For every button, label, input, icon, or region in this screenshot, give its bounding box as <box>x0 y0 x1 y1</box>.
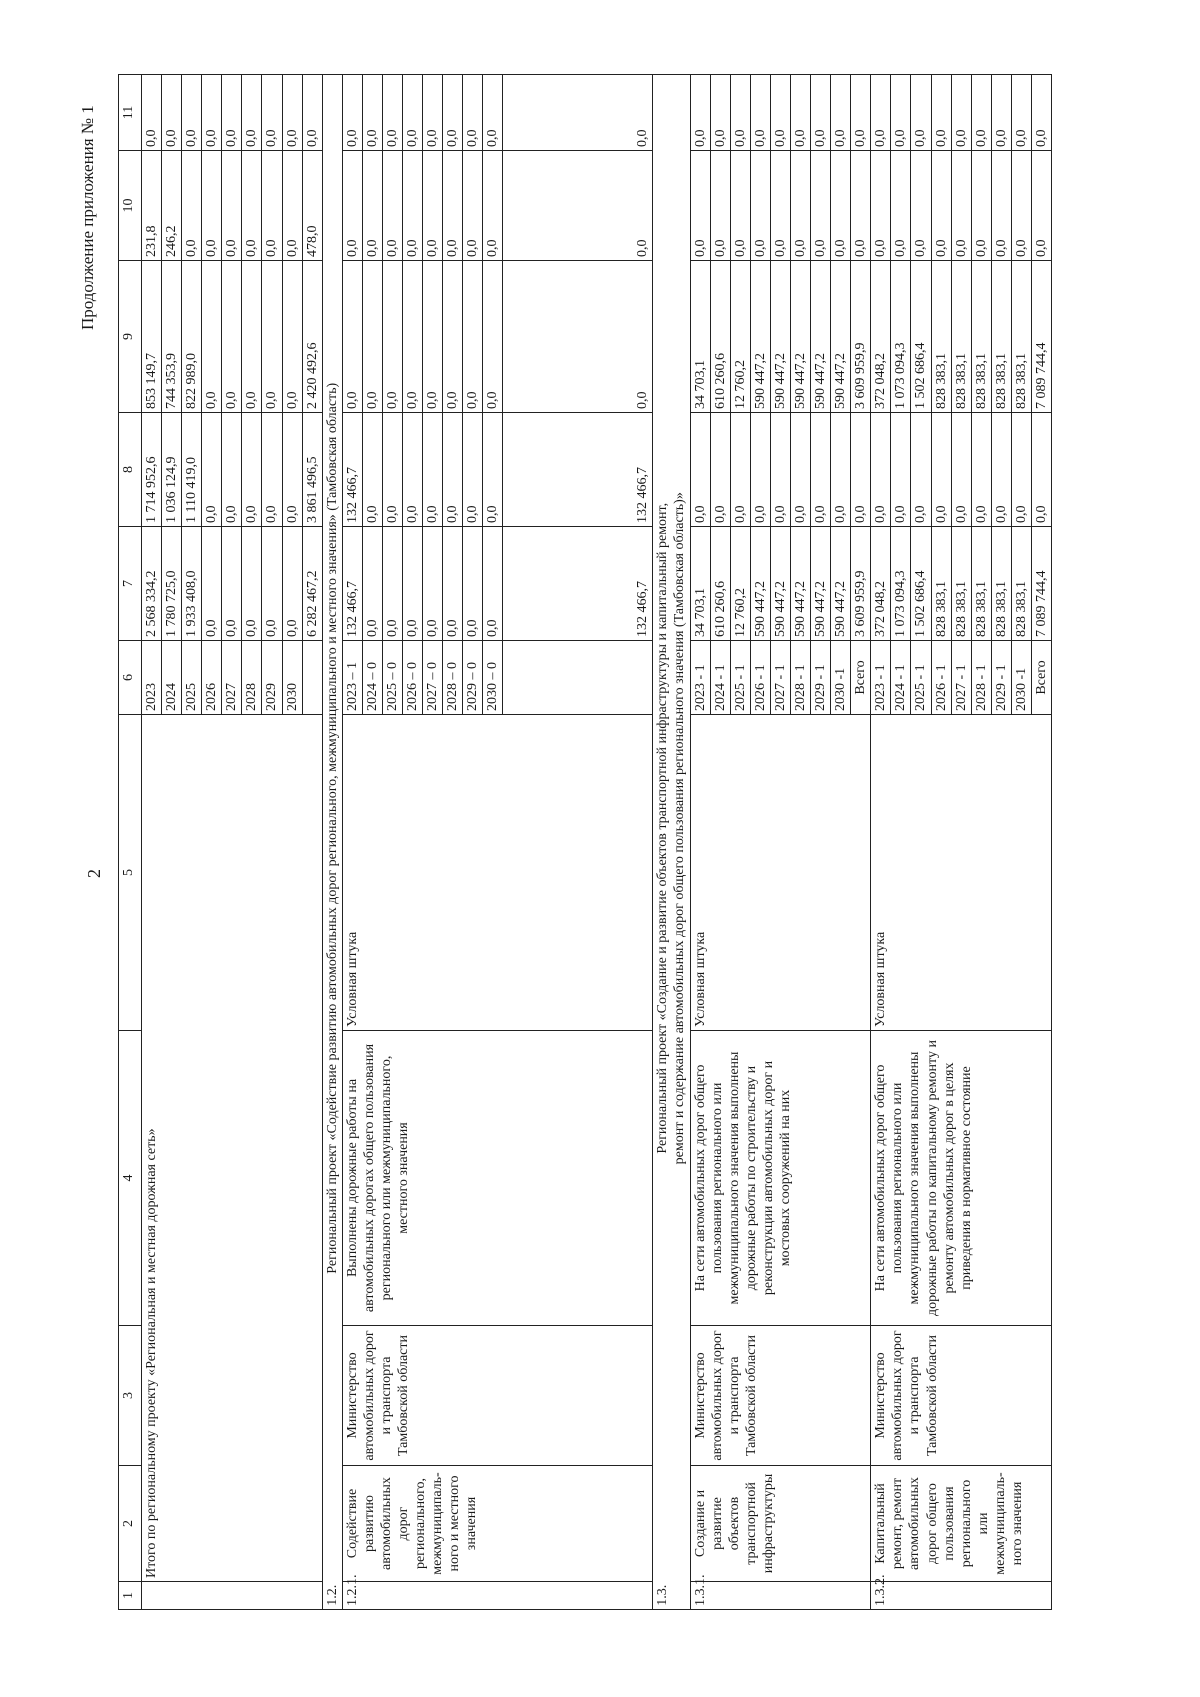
year-cell: 2030 -1 <box>1011 641 1031 715</box>
value-cell: 0,0 <box>483 527 503 641</box>
value-cell: 0,0 <box>1011 75 1031 151</box>
year-cell: 2027 - 1 <box>951 641 971 715</box>
value-cell: 2 420 492,6 <box>302 261 322 413</box>
row-unit: Условная штука <box>690 715 871 1031</box>
year-cell: 2029 - 1 <box>811 641 831 715</box>
row-unit: Условная штука <box>871 715 1052 1031</box>
year-cell: Всего <box>1031 641 1051 715</box>
value-cell: 0,0 <box>483 261 503 413</box>
value-cell: 744 353,9 <box>162 261 182 413</box>
value-cell: 0,0 <box>242 75 262 151</box>
value-cell: 132 466,7 <box>503 527 653 641</box>
value-cell: 590 447,2 <box>831 261 851 413</box>
value-cell: 0,0 <box>443 151 463 261</box>
section-title-line: Региональный проект «Создание и развитие объектов транспортной инфраструктуры и капитальный ремонт, <box>655 502 671 1154</box>
year-cell: 2029 <box>262 641 282 715</box>
section-code: 1.3. <box>653 1582 690 1610</box>
value-cell: 828 383,1 <box>971 527 991 641</box>
value-cell: 0,0 <box>382 261 402 413</box>
col-header-6: 6 <box>119 641 142 715</box>
value-cell: 0,0 <box>871 413 891 527</box>
value-cell: 0,0 <box>362 75 382 151</box>
row-name: Капитальный ремонт, ремонт автомобильных дорог общего пользования регионального или межмуниципаль-ного значения <box>871 1466 1052 1582</box>
value-cell: 0,0 <box>790 75 810 151</box>
value-cell: 0,0 <box>423 527 443 641</box>
row-result: На сети автомобильных дорог общего пользования регионального или межмуниципального значения выполнены дорожные работы по строительству и реконструкции автомобильных дорог и мостовых сооружений на них <box>690 1031 871 1326</box>
value-cell: 0,0 <box>202 261 222 413</box>
value-cell: 0,0 <box>710 75 730 151</box>
year-cell: 2027 – 0 <box>423 641 443 715</box>
row-name: Создание и развитие объектов транспортной инфраструктуры <box>690 1466 871 1582</box>
value-cell: 0,0 <box>790 413 810 527</box>
value-cell: 6 282 467,2 <box>302 527 322 641</box>
value-cell: 828 383,1 <box>951 261 971 413</box>
value-cell: 0,0 <box>851 151 871 261</box>
col-header-2: 2 <box>119 1466 142 1582</box>
year-cell: 2023 - 1 <box>871 641 891 715</box>
value-cell: 0,0 <box>162 75 182 151</box>
table-row <box>690 75 710 1610</box>
value-cell: 0,0 <box>951 413 971 527</box>
cell-empty <box>142 1582 323 1610</box>
value-cell: 0,0 <box>770 413 790 527</box>
row-code: 1.2.1. <box>342 1582 653 1610</box>
value-cell: 0,0 <box>971 413 991 527</box>
row-name: Содействие развитию автомобильных дорог регионального, межмуниципаль-ного и местного значения <box>342 1466 653 1582</box>
value-cell: 0,0 <box>1031 413 1051 527</box>
year-cell: 2024 – 0 <box>362 641 382 715</box>
value-cell: 0,0 <box>811 413 831 527</box>
value-cell: 132 466,7 <box>342 413 362 527</box>
section-row <box>322 75 342 1610</box>
value-cell: 0,0 <box>503 75 653 151</box>
value-cell: 1 073 094,3 <box>891 261 911 413</box>
col-header-11: 11 <box>119 75 142 151</box>
value-cell: 0,0 <box>690 75 710 151</box>
value-cell: 0,0 <box>710 151 730 261</box>
value-cell: 822 989,0 <box>182 261 202 413</box>
col-header-4: 4 <box>119 1031 142 1326</box>
value-cell: 0,0 <box>242 261 262 413</box>
year-cell: 2025 - 1 <box>730 641 750 715</box>
value-cell: 132 466,7 <box>342 527 362 641</box>
year-cell: 2025 - 1 <box>911 641 931 715</box>
value-cell: 590 447,2 <box>811 261 831 413</box>
value-cell: 0,0 <box>871 75 891 151</box>
value-cell: 0,0 <box>403 261 423 413</box>
value-cell: 610 260,6 <box>710 261 730 413</box>
value-cell: 3 609 959,9 <box>851 527 871 641</box>
value-cell: 828 383,1 <box>991 527 1011 641</box>
value-cell: 7 089 744,4 <box>1031 527 1051 641</box>
section-title: Региональный проект «Содействие развитию автомобильных дорог регионального, межмуниципального и местного значения» (Тамбовская область) <box>322 75 342 1582</box>
row-code: 1.3.1. <box>690 1582 871 1610</box>
year-cell: 2024 - 1 <box>710 641 730 715</box>
value-cell: 590 447,2 <box>750 261 770 413</box>
col-header-5: 5 <box>119 715 142 1031</box>
value-cell: 0,0 <box>463 413 483 527</box>
value-cell: 0,0 <box>1031 75 1051 151</box>
value-cell: 0,0 <box>342 261 362 413</box>
value-cell: 0,0 <box>242 151 262 261</box>
year-cell: 2028 - 1 <box>971 641 991 715</box>
row-executor: Министерство автомобильных дорог и транспорта Тамбовской области <box>690 1326 871 1466</box>
value-cell: 0,0 <box>282 261 302 413</box>
value-cell: 590 447,2 <box>811 527 831 641</box>
value-cell: 0,0 <box>262 413 282 527</box>
value-cell: 0,0 <box>750 75 770 151</box>
value-cell: 3 861 496,5 <box>302 413 322 527</box>
header-row <box>119 75 142 1610</box>
value-cell: 0,0 <box>710 413 730 527</box>
value-cell: 0,0 <box>262 151 282 261</box>
value-cell: 0,0 <box>811 151 831 261</box>
value-cell: 0,0 <box>443 527 463 641</box>
value-cell: 0,0 <box>483 413 503 527</box>
value-cell: 0,0 <box>851 75 871 151</box>
value-cell: 0,0 <box>362 261 382 413</box>
value-cell: 0,0 <box>770 151 790 261</box>
value-cell: 0,0 <box>463 75 483 151</box>
value-cell: 590 447,2 <box>790 261 810 413</box>
value-cell: 610 260,6 <box>710 527 730 641</box>
value-cell: 0,0 <box>483 75 503 151</box>
value-cell: 0,0 <box>423 75 443 151</box>
value-cell: 828 383,1 <box>1011 261 1031 413</box>
value-cell: 372 048,2 <box>871 527 891 641</box>
year-cell: 2025 – 0 <box>382 641 402 715</box>
year-cell: 2028 – 0 <box>443 641 463 715</box>
section-row <box>653 75 690 1610</box>
value-cell: 132 466,7 <box>503 413 653 527</box>
value-cell: 0,0 <box>282 527 302 641</box>
col-header-8: 8 <box>119 413 142 527</box>
value-cell: 3 609 959,9 <box>851 261 871 413</box>
year-cell: 2030 -1 <box>831 641 851 715</box>
value-cell: 0,0 <box>931 75 951 151</box>
value-cell: 1 110 419,0 <box>182 413 202 527</box>
value-cell: 0,0 <box>991 75 1011 151</box>
value-cell: 0,0 <box>403 75 423 151</box>
value-cell: 0,0 <box>262 261 282 413</box>
rotated-table-sheet <box>118 75 1168 1610</box>
cell-empty <box>503 641 653 715</box>
year-cell: 2030 <box>282 641 302 715</box>
value-cell: 0,0 <box>362 527 382 641</box>
value-cell: 0,0 <box>951 151 971 261</box>
value-cell: 0,0 <box>382 151 402 261</box>
value-cell: 0,0 <box>931 413 951 527</box>
value-cell: 0,0 <box>891 151 911 261</box>
year-cell: Всего <box>851 641 871 715</box>
value-cell: 0,0 <box>1031 151 1051 261</box>
value-cell: 0,0 <box>831 413 851 527</box>
value-cell: 0,0 <box>262 75 282 151</box>
value-cell: 1 714 952,6 <box>142 413 162 527</box>
value-cell: 0,0 <box>262 527 282 641</box>
table-row <box>871 75 891 1610</box>
value-cell: 0,0 <box>991 413 1011 527</box>
row-executor: Министерство автомобильных дорог и транспорта Тамбовской области <box>871 1326 1052 1466</box>
value-cell: 828 383,1 <box>991 261 1011 413</box>
value-cell: 0,0 <box>730 413 750 527</box>
program-table <box>118 74 1052 1610</box>
year-cell: 2029 – 0 <box>463 641 483 715</box>
year-cell <box>302 641 322 715</box>
total-label: Итого по региональному проекту «Региональная и местная дорожная сеть» <box>142 715 323 1582</box>
value-cell: 0,0 <box>423 413 443 527</box>
year-cell: 2026 - 1 <box>931 641 951 715</box>
value-cell: 0,0 <box>463 261 483 413</box>
value-cell: 0,0 <box>222 527 242 641</box>
year-cell: 2029 - 1 <box>991 641 1011 715</box>
value-cell: 0,0 <box>831 151 851 261</box>
value-cell: 0,0 <box>403 151 423 261</box>
value-cell: 590 447,2 <box>750 527 770 641</box>
year-cell: 2023 <box>142 641 162 715</box>
value-cell: 828 383,1 <box>951 527 971 641</box>
year-cell: 2030 – 0 <box>483 641 503 715</box>
value-cell: 0,0 <box>911 75 931 151</box>
value-cell: 0,0 <box>891 75 911 151</box>
col-header-10: 10 <box>119 151 142 261</box>
table-body <box>142 75 1052 1610</box>
year-cell: 2024 - 1 <box>891 641 911 715</box>
value-cell: 0,0 <box>302 75 322 151</box>
value-cell: 0,0 <box>730 151 750 261</box>
value-cell: 12 760,2 <box>730 261 750 413</box>
value-cell: 0,0 <box>362 413 382 527</box>
value-cell: 0,0 <box>202 527 222 641</box>
value-cell: 0,0 <box>423 261 443 413</box>
year-cell: 2027 <box>222 641 242 715</box>
value-cell: 0,0 <box>202 413 222 527</box>
section-title <box>653 75 690 1582</box>
value-cell: 12 760,2 <box>730 527 750 641</box>
table-row <box>142 75 162 1610</box>
value-cell: 0,0 <box>931 151 951 261</box>
value-cell: 0,0 <box>242 527 262 641</box>
value-cell: 0,0 <box>951 75 971 151</box>
value-cell: 0,0 <box>342 151 362 261</box>
value-cell: 2 568 334,2 <box>142 527 162 641</box>
value-cell: 0,0 <box>403 527 423 641</box>
value-cell: 0,0 <box>690 151 710 261</box>
year-cell: 2026 – 0 <box>403 641 423 715</box>
value-cell: 0,0 <box>730 75 750 151</box>
value-cell: 0,0 <box>282 75 302 151</box>
value-cell: 0,0 <box>182 75 202 151</box>
value-cell: 0,0 <box>382 527 402 641</box>
value-cell: 828 383,1 <box>971 261 991 413</box>
value-cell: 0,0 <box>911 413 931 527</box>
value-cell: 0,0 <box>971 75 991 151</box>
row-executor: Министерство автомобильных дорог и транспорта Тамбовской области <box>342 1326 653 1466</box>
value-cell: 0,0 <box>382 413 402 527</box>
value-cell: 0,0 <box>503 151 653 261</box>
value-cell: 0,0 <box>750 151 770 261</box>
value-cell: 828 383,1 <box>931 527 951 641</box>
year-cell: 2026 <box>202 641 222 715</box>
value-cell: 0,0 <box>382 75 402 151</box>
value-cell: 0,0 <box>770 75 790 151</box>
value-cell: 0,0 <box>423 151 443 261</box>
value-cell: 0,0 <box>991 151 1011 261</box>
col-header-1: 1 <box>119 1582 142 1610</box>
value-cell: 1 780 725,0 <box>162 527 182 641</box>
value-cell: 34 703,1 <box>690 527 710 641</box>
value-cell: 0,0 <box>443 413 463 527</box>
value-cell: 828 383,1 <box>931 261 951 413</box>
value-cell: 231,8 <box>142 151 162 261</box>
value-cell: 0,0 <box>242 413 262 527</box>
value-cell: 1 073 094,3 <box>891 527 911 641</box>
value-cell: 0,0 <box>811 75 831 151</box>
value-cell: 0,0 <box>202 151 222 261</box>
value-cell: 0,0 <box>282 151 302 261</box>
table-row <box>342 75 362 1610</box>
value-cell: 0,0 <box>483 151 503 261</box>
year-cell: 2025 <box>182 641 202 715</box>
year-cell: 2024 <box>162 641 182 715</box>
value-cell: 0,0 <box>463 151 483 261</box>
page-number: 2 <box>84 869 104 878</box>
value-cell: 246,2 <box>162 151 182 261</box>
year-cell: 2028 - 1 <box>790 641 810 715</box>
value-cell: 0,0 <box>142 75 162 151</box>
value-cell: 0,0 <box>222 75 242 151</box>
value-cell: 0,0 <box>342 75 362 151</box>
value-cell: 0,0 <box>282 413 302 527</box>
value-cell: 34 703,1 <box>690 261 710 413</box>
value-cell: 0,0 <box>750 413 770 527</box>
value-cell: 590 447,2 <box>790 527 810 641</box>
value-cell: 0,0 <box>790 151 810 261</box>
col-header-7: 7 <box>119 527 142 641</box>
value-cell: 0,0 <box>871 151 891 261</box>
year-cell: 2028 <box>242 641 262 715</box>
value-cell: 853 149,7 <box>142 261 162 413</box>
value-cell: 0,0 <box>222 413 242 527</box>
value-cell: 0,0 <box>851 413 871 527</box>
value-cell: 0,0 <box>891 413 911 527</box>
row-code: 1.3.2. <box>871 1582 1052 1610</box>
value-cell: 478,0 <box>302 151 322 261</box>
value-cell: 0,0 <box>971 151 991 261</box>
value-cell: 372 048,2 <box>871 261 891 413</box>
value-cell: 0,0 <box>202 75 222 151</box>
col-header-9: 9 <box>119 261 142 413</box>
value-cell: 0,0 <box>463 527 483 641</box>
value-cell: 1 502 686,4 <box>911 527 931 641</box>
value-cell: 590 447,2 <box>831 527 851 641</box>
year-cell: 2027 - 1 <box>770 641 790 715</box>
value-cell: 0,0 <box>362 151 382 261</box>
row-unit: Условная штука <box>342 715 653 1031</box>
value-cell: 1 502 686,4 <box>911 261 931 413</box>
value-cell: 0,0 <box>443 261 463 413</box>
row-result: Выполнены дорожные работы на автомобильных дорогах общего пользования регионального или межмуниципального, местного значения <box>342 1031 653 1326</box>
value-cell: 0,0 <box>503 261 653 413</box>
value-cell: 0,0 <box>222 151 242 261</box>
year-cell: 2023 - 1 <box>690 641 710 715</box>
value-cell: 0,0 <box>911 151 931 261</box>
section-code: 1.2. <box>322 1582 342 1610</box>
year-cell: 2026 - 1 <box>750 641 770 715</box>
value-cell: 0,0 <box>831 75 851 151</box>
value-cell: 0,0 <box>690 413 710 527</box>
value-cell: 0,0 <box>1011 151 1031 261</box>
value-cell: 0,0 <box>403 413 423 527</box>
value-cell: 0,0 <box>222 261 242 413</box>
continuation-label: Продолжение приложения № 1 <box>78 105 97 330</box>
value-cell: 0,0 <box>1011 413 1031 527</box>
value-cell: 0,0 <box>182 151 202 261</box>
value-cell: 590 447,2 <box>770 261 790 413</box>
year-cell: 2023 – 1 <box>342 641 362 715</box>
value-cell: 7 089 744,4 <box>1031 261 1051 413</box>
value-cell: 0,0 <box>443 75 463 151</box>
value-cell: 828 383,1 <box>1011 527 1031 641</box>
value-cell: 590 447,2 <box>770 527 790 641</box>
section-title-line: ремонт и содержание автомобильных дорог общего пользования регионального значения (Тамбовская область)» <box>672 492 688 1165</box>
value-cell: 1 036 124,9 <box>162 413 182 527</box>
value-cell: 1 933 408,0 <box>182 527 202 641</box>
row-result: На сети автомобильных дорог общего пользования регионального или межмуниципального значения выполнены дорожные работы по капитальному ремонту и ремонту автомобильных дорог в целях приведения в нормативное состояние <box>871 1031 1052 1326</box>
col-header-3: 3 <box>119 1326 142 1466</box>
